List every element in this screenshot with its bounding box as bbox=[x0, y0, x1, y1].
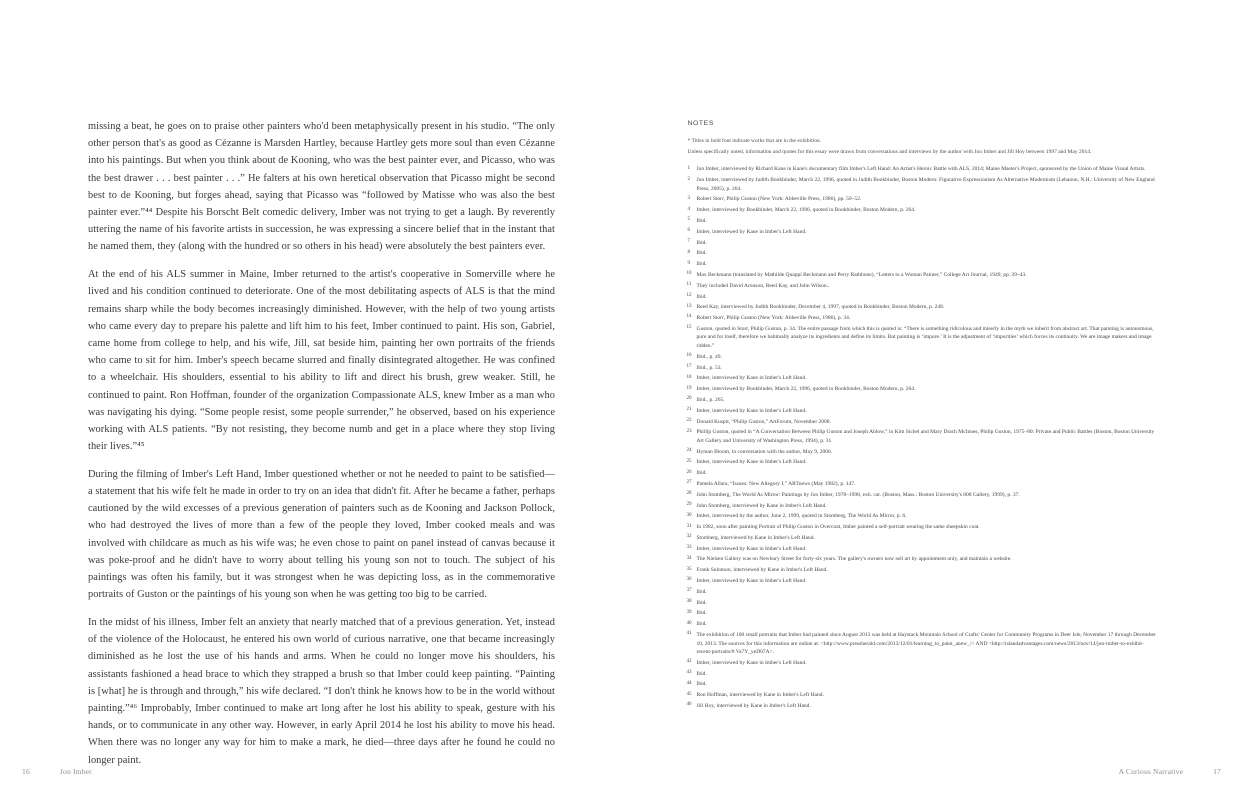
note-text: Guston, quoted in Storr, Philip Guston, p. 34. The entire passage from which this is quoted is: “There is something ridiculous and miserly in the myth we inherit from abstract art. That painting is autonomous, pure and for itself, therefore we habitually analyze its ingredients and define its limits. But painting is ‘impure.’ It is the adjustment of ‘impurities’ which forces its continuity. We are image makers and image ridden.” bbox=[696, 325, 1154, 350]
note-number: 42 bbox=[686, 658, 692, 665]
note-number: 24 bbox=[686, 447, 692, 454]
note-text: Imber, interviewed by Kane in Imber's Left Hand. bbox=[696, 659, 807, 666]
note-text: Imber, interviewed by Kane in Imber's Left Hand. bbox=[696, 459, 807, 466]
note-entry bbox=[688, 502, 1158, 511]
note-number: 15 bbox=[686, 324, 692, 331]
note-entry bbox=[688, 680, 1158, 689]
note-entry bbox=[688, 458, 1158, 467]
note-text: Frank Solomon, interviewed by Kane in Imber's Left Hand. bbox=[696, 567, 828, 574]
body-paragraph: During the filming of Imber's Left Hand, Imber questioned whether or not he needed to paint to be satisfied—a statement that his wife felt he made in order to try on an idea that didn't fit. After he became a father, perhaps cautioned by the wild excesses of a previous generation of painters such as de Kooning and Jackson Pollock, who had destroyed the lives of more than a few of the people they loved, Imber cooked meals and was involved with childcare as much as his wife was; he even chose to paint on panel instead of canvas because it was poke-proof and he didn't have to worry about telling his young son not to touch. The subject of his paintings was often his family, but it was strongest when he was depicting loss, as in the commemorative portraits of Guston or the paintings of his young son when he was getting too big to be carried. bbox=[88, 468, 555, 601]
notes-preamble-line: * Titles in bold font indicate works that are in the exhibition. bbox=[687, 138, 822, 144]
notes-column bbox=[688, 120, 1158, 713]
notes-preamble-line: Unless specifically noted, information and quotes for this essay were drawn from conversations and interviews by the author with Jon Imber and Jill Hoy between 1997 and May 2014. bbox=[687, 148, 1092, 155]
footer-right bbox=[1119, 767, 1221, 776]
note-number: 17 bbox=[686, 363, 692, 369]
note-entry bbox=[688, 228, 1158, 237]
note-text: Imber, interviewed by the author, June 2, 1999, quoted in Stomberg, The World As Mirror, p. 6. bbox=[696, 513, 907, 520]
note-entry bbox=[688, 396, 1158, 405]
note-entry bbox=[688, 260, 1158, 269]
note-entry bbox=[688, 314, 1158, 323]
note-number: 44 bbox=[686, 679, 692, 686]
page-number-left: 16 bbox=[22, 767, 30, 776]
note-entry bbox=[688, 480, 1158, 489]
body-paragraph: missing a beat, he goes on to praise other painters who'd been metaphysically present in his studio. “The only other person that's as good as Cézanne is Marsden Hartley, because Hartley gets more soul than even Cézanne into his paintings. But when you think about de Kooning, who was the best painter ever, and Picasso, who was the best drawer . . . best painter . . .” He falters at his own heretical observation that Picasso might be second best to de Kooning, but forges ahead, saying that Picasso was “followed by Matisse who was also the best painter ever.”⁴⁴ Despite his Borscht Belt comedic delivery, Imber was not trying to get a laugh. By reverently uttering the name of his favorite artists in succession, he was expressing a sincere belief that in the instant that he named them, they (along with the hundred or so others in his head) were absolutely the best painters ever. bbox=[88, 121, 555, 253]
note-number: 19 bbox=[686, 384, 692, 391]
note-number: 13 bbox=[686, 302, 692, 309]
note-number: 33 bbox=[686, 544, 692, 551]
note-text: Ibid. bbox=[696, 681, 707, 688]
note-text: Imber, interviewed by Kane in Imber's Left Hand. bbox=[696, 375, 807, 382]
note-number: 1 bbox=[687, 164, 691, 171]
running-title-left: Jon Imber bbox=[59, 767, 92, 776]
note-text: John Stomberg, interviewed by Kane in Imber's Left Hand. bbox=[696, 502, 827, 509]
note-number: 3 bbox=[687, 194, 691, 201]
note-entry bbox=[688, 385, 1158, 394]
note-entry bbox=[688, 691, 1158, 700]
note-entry bbox=[688, 428, 1158, 445]
note-number: 11 bbox=[686, 281, 692, 288]
note-number: 35 bbox=[686, 565, 692, 572]
note-entry bbox=[688, 165, 1158, 174]
note-entry bbox=[688, 407, 1158, 416]
note-text: Pamela Allara, “Issues: New Allegory I,” ARTnews (May 1982), p. 147. bbox=[696, 481, 856, 487]
note-number: 43 bbox=[686, 669, 692, 676]
note-text: Reed Kay, interviewed by Judith Bookbinder, December 4, 1997, quoted in Bookbinder, Boston Modern, p. 248. bbox=[696, 304, 945, 311]
note-text: They included David Aronson, Reed Kay, and John Wilson.. bbox=[696, 282, 830, 289]
note-entry bbox=[688, 195, 1158, 204]
note-text: Imber, interviewed by Bookbinder, March 22, 1996, quoted in Bookbinder, Boston Modern, p. 264. bbox=[696, 386, 916, 393]
note-number: 31 bbox=[686, 522, 692, 529]
body-paragraph: At the end of his ALS summer in Maine, Imber returned to the artist's cooperative in Somerville where he lived and his condition continued to deteriorate. One of the most debilitating aspects of ALS is that the mind remains sharp while the body becomes increasingly diminished. However, with the help of two young artists who came every day to prepare his palette and lift him to his feet, Imber continued to paint. His son, Gabriel, came home from college to help, and his wife, Jill, sat beside him, painting her own portraits of the friends who came to sit for him. Imber's speech became slurred and finally disintegrated altogether. He was confined to a wheelchair. His shoulders, essential to his ability to lift and direct his brush, grew weaker. Still, he continued to paint. Ron Hoffman, founder of the organization Compassionate ALS, knew Imber as a man who was navigating his dying. “Some people resist, some people surrender,” he observed, based on his experience working with ALS patients. “By not resisting, they become numb and get in a place where they stop living their lives.”⁴⁵ bbox=[88, 269, 555, 453]
note-entry bbox=[688, 555, 1158, 564]
note-number: 8 bbox=[687, 248, 691, 255]
note-entry bbox=[688, 620, 1158, 629]
note-number: 6 bbox=[687, 227, 691, 234]
note-entry bbox=[688, 293, 1158, 302]
note-text: Ibid. bbox=[696, 261, 707, 268]
note-number: 37 bbox=[686, 587, 692, 594]
note-entry bbox=[688, 491, 1158, 500]
note-number: 12 bbox=[686, 291, 692, 298]
note-number: 29 bbox=[686, 500, 692, 507]
note-entry bbox=[688, 577, 1158, 586]
note-entry bbox=[688, 282, 1158, 291]
note-text: Ibid. bbox=[696, 250, 707, 257]
note-entry bbox=[688, 609, 1158, 618]
note-text: Ibid. bbox=[696, 239, 707, 246]
note-text: Imber, interviewed by Kane in Imber's Left Hand. bbox=[696, 228, 807, 235]
note-entry bbox=[688, 303, 1158, 312]
notes-preamble bbox=[688, 137, 1158, 157]
note-text: Imber, interviewed by Kane in Imber's Left Hand. bbox=[696, 407, 807, 414]
note-number: 46 bbox=[686, 701, 692, 708]
note-text: Stomberg, interviewed by Kane in Imber's Left Hand. bbox=[696, 534, 815, 541]
note-text: Ibid. bbox=[696, 621, 707, 628]
note-entry bbox=[688, 374, 1158, 383]
page-number-right: 17 bbox=[1213, 767, 1221, 776]
note-text: Donald Kuspit, “Philip Guston,” ArtForum, November 2008. bbox=[696, 418, 831, 425]
note-entry bbox=[688, 702, 1158, 711]
note-text: Hyman Bloom, in conversation with the author, May 9, 2006. bbox=[696, 448, 833, 455]
footer-left bbox=[22, 767, 92, 776]
note-number: 16 bbox=[686, 352, 692, 359]
note-number: 34 bbox=[686, 554, 692, 561]
note-number: 40 bbox=[686, 619, 692, 626]
note-number: 9 bbox=[687, 259, 691, 266]
note-entry bbox=[688, 448, 1158, 457]
notes-heading: NOTES bbox=[687, 120, 714, 127]
note-number: 32 bbox=[686, 533, 692, 540]
note-text: Jill Hoy, interviewed by Kane in Imber's Left Hand. bbox=[696, 703, 811, 710]
note-number: 2 bbox=[687, 175, 691, 182]
note-entry bbox=[688, 523, 1158, 532]
note-entry bbox=[688, 545, 1158, 554]
note-text: Ibid. bbox=[696, 588, 707, 595]
note-text: Imber, interviewed by Kane in Imber's Left Hand. bbox=[696, 545, 807, 552]
note-entry bbox=[688, 599, 1158, 608]
note-entry bbox=[688, 353, 1158, 362]
note-number: 41 bbox=[686, 630, 692, 637]
body-text-column bbox=[88, 118, 555, 769]
note-number: 20 bbox=[686, 395, 692, 402]
note-text: Imber, interviewed by Bookbinder, March 22, 1996, quoted in Bookbinder, Boston Modern, p. 264. bbox=[696, 207, 916, 214]
note-text: Jon Imber, interviewed by Judith Bookbinder, March 22, 1996, quoted in Judith Bookbinder, Boston Modern: Figurative Expressionism As Alternative Modernism (Lebanon, N.H.: University of New England Press, 2005), p. 264. bbox=[696, 177, 1155, 192]
note-entry bbox=[688, 249, 1158, 258]
note-entry bbox=[688, 176, 1158, 193]
note-number: 30 bbox=[686, 511, 692, 518]
note-entry bbox=[688, 271, 1158, 280]
note-entry bbox=[688, 469, 1158, 478]
note-entry bbox=[688, 659, 1158, 668]
note-number: 27 bbox=[686, 479, 692, 486]
note-text: Ibid. bbox=[696, 670, 707, 677]
note-text: The Nielsen Gallery was on Newbury Street for forty-six years. The gallery's owners now sell art by appointment only, and maintain a website. bbox=[696, 556, 1012, 563]
note-text: Phillip Guston, quoted in “A Conversation Between Philip Guston and Joseph Ablow,” in Kim Sichel and Mary Drach McInnes, Philip Guston, 1975–80: Private and Public Battles (Boston, Boston University Art Gallery and University of Washington Press, 1994), p. 31. bbox=[696, 429, 1155, 444]
note-text: Ibid., p. 53. bbox=[696, 364, 722, 371]
note-number: 39 bbox=[686, 608, 692, 615]
note-number: 23 bbox=[686, 427, 692, 434]
note-entry bbox=[688, 566, 1158, 575]
note-number: 26 bbox=[686, 468, 692, 475]
note-text: Max Beckmann (translated by Mathilde Quappi Beckmann and Perry Rathbone), “Letters to a Woman Painter,” College Art Journal, 1949, pp. 39–43. bbox=[696, 271, 1027, 278]
note-entry bbox=[688, 325, 1158, 351]
note-text: Robert Storr, Philip Guston (New York: Abbeville Press, 1986), p. 34. bbox=[696, 315, 851, 322]
note-entry bbox=[688, 670, 1158, 679]
note-number: 18 bbox=[686, 373, 692, 380]
note-text: John Stomberg, The World As Mirror: Paintings by Jon Imber, 1978–1998, exh. cat. (Boston, Mass.: Boston University's 808 Gallery, 1999), p. 37. bbox=[696, 491, 1020, 498]
note-number: 21 bbox=[686, 406, 692, 413]
note-text: Ron Hoffman, interviewed by Kane in Imber's Left Hand. bbox=[696, 692, 824, 699]
note-entry bbox=[688, 364, 1158, 373]
note-number: 22 bbox=[686, 416, 692, 423]
note-number: 45 bbox=[686, 690, 692, 697]
note-number: 5 bbox=[687, 216, 691, 223]
note-number: 7 bbox=[687, 238, 691, 244]
note-text: Ibid. bbox=[696, 599, 707, 606]
note-number: 10 bbox=[686, 270, 692, 277]
note-entry bbox=[688, 588, 1158, 597]
note-text: Ibid. bbox=[696, 218, 707, 225]
note-text: Jon Imber, interviewed by Richard Kane in Kane's documentary film Imber's Left Hand: An Artist's Heroic Battle with ALS, 2014; Maine Master's Project, sponsored by the Union of Maine Visual Artists. bbox=[696, 166, 1146, 173]
note-number: 25 bbox=[686, 457, 692, 464]
notes-list bbox=[688, 165, 1158, 710]
note-text: Ibid., p. 265. bbox=[696, 396, 725, 403]
note-number: 28 bbox=[686, 490, 692, 497]
running-title-right: A Curious Narrative bbox=[1118, 767, 1184, 776]
note-text: Ibid. bbox=[696, 610, 707, 617]
note-text: Robert Storr, Philip Guston (New York: Abbeville Press, 1986), pp. 50–52. bbox=[696, 196, 862, 203]
note-text: Ibid. bbox=[696, 293, 707, 300]
note-text: Ibid., p. 49. bbox=[696, 353, 722, 360]
body-paragraph: In the midst of his illness, Imber felt an anxiety that nearly matched that of a previous generation. Yet, instead of the violence of the Holocaust, he entered his own world of curious narrative, one that became increasingly diminished as he lost the use of his hands and arms. When he could no longer move his shoulders, his assistants fashioned a head brace to which they strapped a brush so that Imber could keep painting. “Painting is [what] he is through and through,” his wife declared. “I don't think he knows how to be in the world without painting.”⁴⁶ Improbably, Imber continued to make art long after he lost his ability to speak, gesture with his hands, or to communicate in any other way. However, in early April 2014 he lost his ability to move his head. When there was no longer any way for him to make a mark, he died—three days after he found he could no longer paint. bbox=[88, 616, 555, 766]
note-number: 14 bbox=[686, 313, 692, 320]
note-text: In 1982, soon after painting Portrait of Philip Guston in Overcoat, Imber painted a self-portrait wearing the same sheepskin coat. bbox=[696, 524, 980, 531]
note-text: The exhibition of 100 small portraits that Imber had painted since August 2013 was held at Haystack Mountain School of Crafts' Center for Community Programs in Deer Isle, November 17 through December 10, 2013. The sources for this information are online at: <http://www.pressherald.com/2013/12/01/learning_to_paint_anew_/> AND <http://islandadvantages.com/news/2013/nov/14/jon-imber-to-exhibit-recent-portraits/#.Va7Y_yeD07A>. bbox=[696, 631, 1156, 656]
note-entry bbox=[688, 206, 1158, 215]
note-entry bbox=[688, 239, 1158, 248]
note-entry bbox=[688, 631, 1158, 657]
note-entry bbox=[688, 534, 1158, 543]
note-text: Ibid. bbox=[696, 470, 707, 477]
note-number: 36 bbox=[686, 576, 692, 583]
note-number: 38 bbox=[686, 598, 692, 604]
note-number: 4 bbox=[687, 205, 691, 212]
note-entry bbox=[688, 217, 1158, 226]
note-text: Imber, interviewed by Kane in Imber's Left Hand. bbox=[696, 578, 807, 585]
note-entry bbox=[688, 418, 1158, 427]
note-entry bbox=[688, 512, 1158, 521]
page-right bbox=[622, 0, 1243, 804]
